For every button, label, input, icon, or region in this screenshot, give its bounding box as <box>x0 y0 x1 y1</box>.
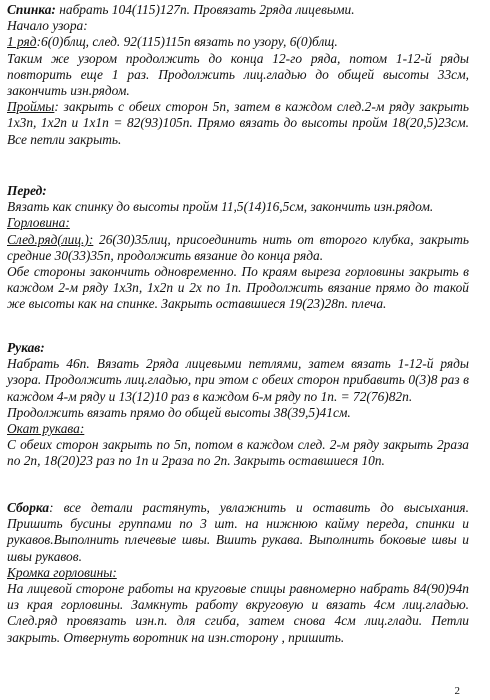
pered-heading: Перед: <box>7 183 47 198</box>
rukav-continue: Продолжить вязать прямо до общей высоты 38(39,5)41см. <box>7 404 351 420</box>
spinka-row1-label: 1 ряд <box>7 34 37 50</box>
page-number: 2 <box>454 685 460 697</box>
rukav-text: Набрать 46п. Вязать 2ряда лицевыми петлями, затем вязать 1-12-й ряды узора. Продолжить лиц.гладью, при этом с обеих сторон прибавить 0(3)8 раз в каждом 4-м ряду и 13(12)10 раз в каждом 6-м ряду по 1п. = 72(76)82п. <box>7 356 469 404</box>
rukav-cap-text: С обеих сторон закрыть по 5п, потом в каждом след. 2-м ряду закрыть 2раза по 2п, 18(20)23 раз по 1п и 2раза по 2п. Закрыть оставшиеся 10п. <box>7 437 469 469</box>
pered-neck-label: Горловина: <box>7 215 70 231</box>
spinka-continue: Таким же узором продолжить до конца 12-го ряда, потом 1-12-й ряды повторить еще 1 раз. Продолжить лиц.гладью до общей высоты 33см, закончить изн.рядом. <box>7 50 469 99</box>
sborka-text: : все детали растянуть, увлажнить и оставить до высыхания. Пришить бусины группами по 3 шт. на нижнюю кайму переда, спинки и рукавов.Выполнить плечевые швы. Вшить рукава. Выполнить боковые швы и швы рукавов. <box>7 500 469 564</box>
section-pered <box>7 183 469 313</box>
spinka-armholes-label: Проймы <box>7 99 55 115</box>
section-rukav <box>7 340 469 470</box>
spinka-row1-line <box>7 34 469 50</box>
rukav-heading: Рукав: <box>7 340 45 355</box>
sborka-line <box>7 500 469 565</box>
pered-text: Вязать как спинку до высоты пройм 11,5(14)16,5см, закончить изн.рядом. <box>7 199 434 215</box>
pered-next-row-line <box>7 232 469 264</box>
pered-finish: Обе стороны закончить одновременно. По краям выреза горловины закрыть в каждом 2-м ряду 1х3п, 1х2п и 2х по 1п. Продолжить вязание прямо до такой же высоты как на спинке. Закрыть оставшиеся 19(23)28п. плеча. <box>7 264 469 312</box>
spinka-start-label: Начало узора: <box>7 18 88 34</box>
section-sborka <box>7 500 469 646</box>
spinka-intro: набрать 104(115)127п. Провязать 2ряда лицевыми. <box>59 2 355 17</box>
sborka-neck-edge-text: На лицевой стороне работы на круговые спицы равномерно набрать 84(90)94п из края горловины. Замкнуть работу вкруговую и вязать 4см лиц.гладью. След.ряд провязать изн.п. для сгиба, затем снова 4см лиц.глади. Петли закрыть. Отвернуть воротник на изн.сторону , пришить. <box>7 581 469 645</box>
section-spinka <box>7 2 469 148</box>
sborka-heading: Сборка <box>7 500 50 515</box>
pered-next-row-label: След.ряд(лиц.): <box>7 231 94 247</box>
spinka-armholes-line <box>7 99 469 148</box>
spinka-row1-text: :6(0)блщ, след. 92(115)115п вязать по узору, 6(0)блщ. <box>36 34 338 50</box>
spinka-heading: Спинка: <box>7 2 56 17</box>
spinka-intro-line <box>7 2 469 18</box>
rukav-cap-label: Окат рукава: <box>7 421 85 437</box>
pered-next-row-text: 26(30)35лиц, присоединить нить от второго клубка, закрыть средние 30(33)35п, продолжить вязание до конца ряда. <box>7 231 469 263</box>
spinka-armholes-text: : закрыть с обеих сторон 5п, затем в каждом след.2-м ряду закрыть 1х3п, 1х2п и 1х1п = 82(93)105п. Прямо вязать до высоты пройм 18(20,5)23см. Все петли закрыть. <box>7 99 469 147</box>
sborka-neck-edge-label: Кромка горловины: <box>7 564 117 580</box>
